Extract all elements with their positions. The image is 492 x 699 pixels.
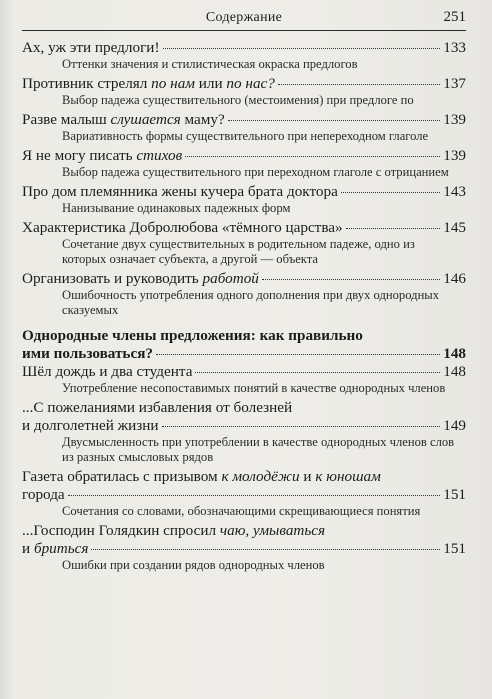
dot-leader <box>341 192 440 193</box>
dot-leader <box>156 354 440 355</box>
toc-entry-title <box>22 39 160 57</box>
text-fragment: Характеристика Добролюбова «тёмного царства» <box>22 219 343 236</box>
toc-entry-title-line <box>22 363 466 381</box>
text-fragment: Газета обратилась с призывом <box>22 468 222 485</box>
toc-entry[interactable] <box>22 522 466 573</box>
italic-fragment: к юношам <box>315 468 381 485</box>
toc-entry-description: Выбор падежа существительного (местоимения) при предлоге по <box>62 93 414 107</box>
toc-entry-title <box>22 147 182 165</box>
toc-page-number: 137 <box>443 75 466 92</box>
toc-entry-description: Сочетание двух существительных в родительном падеже, одно из которых означает субъекта, а другой — объекта <box>62 237 415 266</box>
toc-entry-description: Ошибки при создании рядов однородных членов <box>62 558 325 572</box>
toc-page-number: 151 <box>443 486 466 503</box>
dot-leader <box>228 120 440 121</box>
toc-entry-title <box>22 399 292 416</box>
dot-leader <box>162 426 441 427</box>
toc-entry-title-line <box>22 183 466 201</box>
italic-fragment: стихов <box>136 147 183 164</box>
toc-entry-description: Оттенки значения и стилистическая окраска предлогов <box>62 57 358 71</box>
dot-leader <box>346 228 441 229</box>
toc-entry-title-line <box>22 39 466 57</box>
dot-leader <box>278 84 440 85</box>
italic-fragment: по нам <box>151 75 195 92</box>
toc-entry-title-line <box>22 75 466 93</box>
toc-page-number: 133 <box>443 39 466 56</box>
toc-entry-description: Употребление несопоставимых понятий в качестве однородных членов <box>62 381 446 395</box>
toc-entry[interactable] <box>22 270 466 318</box>
toc-page-number: 145 <box>443 219 466 236</box>
toc-entry-description: Ошибочность употребления одного дополнения при двух однородных сказуемых <box>62 288 440 317</box>
text-fragment: и <box>299 468 316 485</box>
text-fragment: или <box>194 75 227 92</box>
toc-page-number: 139 <box>443 111 466 128</box>
text-fragment: Я не могу писать <box>22 147 137 164</box>
toc-entry[interactable] <box>22 147 466 180</box>
toc-page-number: 148 <box>443 345 466 362</box>
text-fragment: города <box>22 486 65 503</box>
dot-leader <box>195 372 440 373</box>
text-fragment: ...С пожеланиями избавления от болезней <box>22 399 293 416</box>
text-fragment: Разве малыш <box>22 111 111 128</box>
toc-entry[interactable] <box>22 219 466 267</box>
text-fragment: Про дом племянника жены кучера брата доктора <box>22 183 338 200</box>
toc-section-heading[interactable] <box>22 327 466 363</box>
toc-entry-title-line <box>22 399 466 417</box>
toc-entry[interactable] <box>22 183 466 216</box>
italic-fragment: бриться <box>33 540 89 557</box>
toc-entry[interactable] <box>22 39 466 72</box>
toc-entry-title <box>22 417 159 435</box>
text-fragment: Однородные члены предложения: как правильно <box>22 327 363 344</box>
toc-entry[interactable] <box>22 111 466 144</box>
toc-entry-description: Выбор падежа существительного при переходном глаголе с отрицанием <box>62 165 449 179</box>
toc-entry-title-line <box>22 417 466 435</box>
italic-fragment: к молодёжи <box>221 468 300 485</box>
dot-leader <box>163 48 441 49</box>
toc-entry-description: Вариативность формы существительного при непереходном глаголе <box>62 129 429 143</box>
running-header <box>22 0 466 31</box>
dot-leader <box>262 279 440 280</box>
text-fragment: и <box>22 540 34 557</box>
toc-entry-title <box>22 111 225 129</box>
text-fragment: Ах, уж эти предлоги! <box>22 39 160 56</box>
italic-fragment: работой <box>202 270 259 287</box>
toc-page-number: 151 <box>443 540 466 557</box>
italic-fragment: слушается <box>110 111 181 128</box>
toc-page-number: 149 <box>443 417 466 434</box>
toc-page-number: 148 <box>443 363 466 380</box>
toc-entry-title <box>22 345 153 363</box>
toc-entry-title-line <box>22 540 466 558</box>
text-fragment: Организовать и руководить <box>22 270 203 287</box>
page-number: 251 <box>443 9 466 25</box>
toc-entry-title <box>22 540 88 558</box>
toc-entry-title-line <box>22 219 466 237</box>
toc-entry-title-line <box>22 345 466 363</box>
toc-entry[interactable] <box>22 399 466 465</box>
toc-page-number: 143 <box>443 183 466 200</box>
text-fragment: маму? <box>180 111 225 128</box>
text-fragment: Противник стрелял <box>22 75 152 92</box>
toc-entry-title <box>22 363 192 381</box>
toc-entry-title <box>22 270 259 288</box>
toc-entry-description: Двусмысленность при употреблении в качестве однородных членов слов из разных смысловых рядов <box>62 435 455 464</box>
toc-entry-description: Нанизывание одинаковых падежных форм <box>62 201 291 215</box>
dot-leader <box>68 495 441 496</box>
dot-leader <box>185 156 440 157</box>
toc-entry-title <box>22 486 65 504</box>
text-fragment: и долголетней жизни <box>22 417 159 434</box>
italic-fragment: чаю, умываться <box>219 522 326 539</box>
toc-page-number: 146 <box>443 270 466 287</box>
dot-leader <box>91 549 440 550</box>
toc-entry[interactable] <box>22 363 466 396</box>
toc-entry-title-line <box>22 486 466 504</box>
text-fragment: Шёл дождь и два студента <box>22 363 193 380</box>
toc-entry-title-line <box>22 522 466 540</box>
table-of-contents <box>22 39 466 573</box>
text-fragment: ими пользоваться? <box>22 345 154 362</box>
toc-entry-title <box>22 183 338 201</box>
toc-entry-title <box>22 327 363 344</box>
toc-entry-title <box>22 522 325 539</box>
running-title: Содержание <box>205 10 283 25</box>
toc-entry-title-line <box>22 147 466 165</box>
toc-entry-description: Сочетания со словами, обозначающими скрещивающиеся понятия <box>62 504 421 518</box>
italic-fragment: по нас? <box>226 75 275 92</box>
toc-entry-title <box>22 219 343 237</box>
toc-entry[interactable] <box>22 468 466 519</box>
toc-entry-title-line <box>22 327 466 345</box>
toc-entry[interactable] <box>22 75 466 108</box>
toc-entry-title-line <box>22 270 466 288</box>
text-fragment: ...Господин Голядкин спросил <box>22 522 220 539</box>
toc-entry-title <box>22 468 381 485</box>
toc-entry-title-line <box>22 468 466 486</box>
toc-entry-title <box>22 75 275 93</box>
toc-entry-title-line <box>22 111 466 129</box>
toc-page-number: 139 <box>443 147 466 164</box>
